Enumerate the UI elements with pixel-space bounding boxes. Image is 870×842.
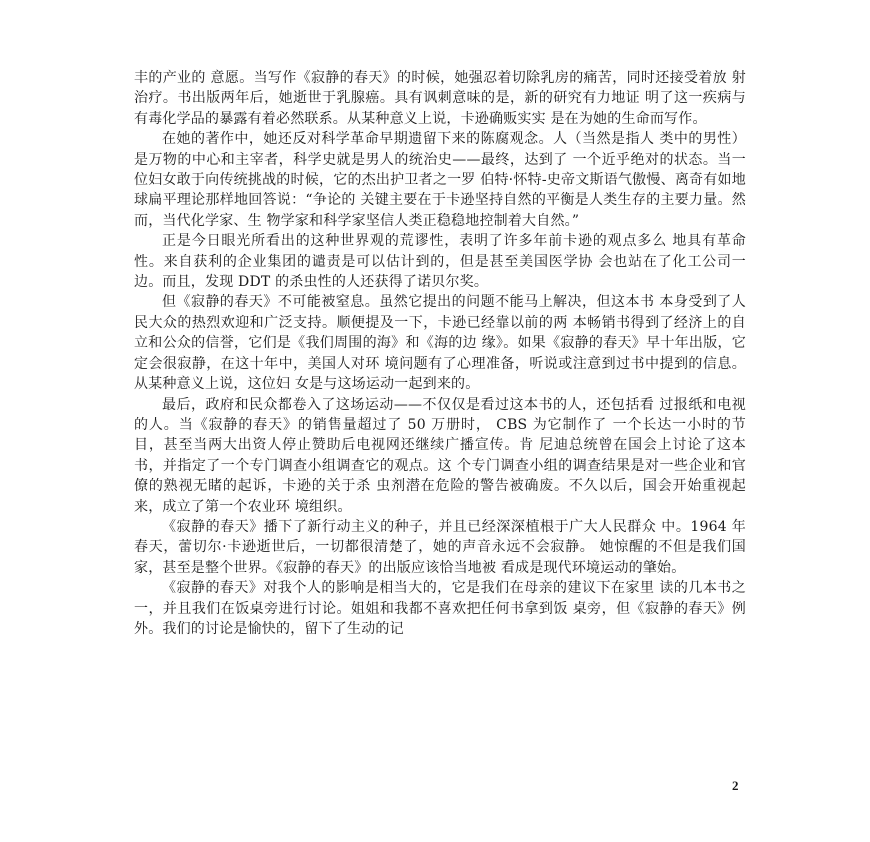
page-number: 2 — [732, 778, 739, 793]
paragraph-7: 《寂静的春天》对我个人的影响是相当大的，它是我们在母亲的建议下在家里 读的几本书之一，并且我们在饭桌旁进行讨论。姐姐和我都不喜欢把任何书拿到饭 桌旁，但《寂静的春天》例外。我们的讨论是愉快的，留下了生动的记 — [134, 580, 746, 637]
paragraph-2: 在她的著作中，她还反对科学革命早期遗留下来的陈腐观念。人（当然是指人 类中的男性）是万物的中心和主宰者，科学史就是男人的统治史——最终，达到了 一个近乎绝对的状态。当一位妇女敢于向传统挑战的时候，它的杰出护卫者之一罗 伯特·怀特-史帝文斯语气傲慢、离奇有如地球扁平理论那样地回答说：“争论的 关键主要在于卡逊坚持自然的平衡是人类生存的主要力量。然而，当代化学家、生 物学家和科学家坚信人类正稳稳地控制着大自然。” — [134, 131, 746, 229]
paragraph-3: 正是今日眼光所看出的这种世界观的荒谬性，表明了许多年前卡逊的观点多么 地具有革命性。来自获利的企业集团的谴责是可以估计到的，但是甚至美国医学协 会也站在了化工公司一边。而且，发现 DDT 的杀虫性的人还获得了诺贝尔奖。 — [134, 233, 746, 291]
document-body — [134, 68, 746, 639]
paragraph-5: 最后，政府和民众都卷入了这场运动——不仅仅是看过这本书的人，还包括看 过报纸和电视的人。当《寂静的春天》的销售量超过了 50 万册时， CBS 为它制作了 一个长达一小时的节目，甚至当两大出资人停止赞助后电视网还继续广播宣传。肯 尼迪总统曾在国会上讨论了这本书，并指定了一个专门调查小组调查它的观点。这 个专门调查小组的调查结果是对一些企业和官僚的熟视无睹的起诉，卡逊的关于杀 虫剂潜在危险的警告被确废。不久以后，国会开始重视起来，成立了第一个农业环 境组织。 — [134, 396, 746, 515]
paragraph-1: 丰的产业的 意愿。当写作《寂静的春天》的时候，她强忍着切除乳房的痛苦，同时还接受着放 射治疗。书出版两年后，她逝世于乳腺癌。具有讽刺意味的是，新的研究有力地证 明了这一疾病与有毒化学品的暴露有着必然联系。从某种意义上说，卡逊确贩实实 是在为她的生命而写作。 — [134, 70, 746, 127]
paragraph-4: 但《寂静的春天》不可能被窒息。虽然它提出的问题不能马上解决，但这本书 本身受到了人民大众的热烈欢迎和广泛支持。顺便提及一下，卡逊已经靠以前的两 本畅销书得到了经济上的自立和公众的信誉，它们是《我们周围的海》和《海的边 缘》。如果《寂静的春天》早十年出版，它定会很寂静，在这十年中，美国人对环 境问题有了心理准备，听说或注意到过书中提到的信息。从某种意义上说，这位妇 女是与这场运动一起到来的。 — [134, 294, 746, 393]
paragraph-6: 《寂静的春天》播下了新行动主义的种子，并且已经深深植根于广大人民群众 中。1964 年春天，蕾切尔·卡逊逝世后，一切都很清楚了，她的声音永远不会寂静。 她惊醒的不但是我们国家，甚至是整个世界。《寂静的春天》的出版应该恰当地被 看成是现代环境运动的肇始。 — [134, 518, 746, 576]
